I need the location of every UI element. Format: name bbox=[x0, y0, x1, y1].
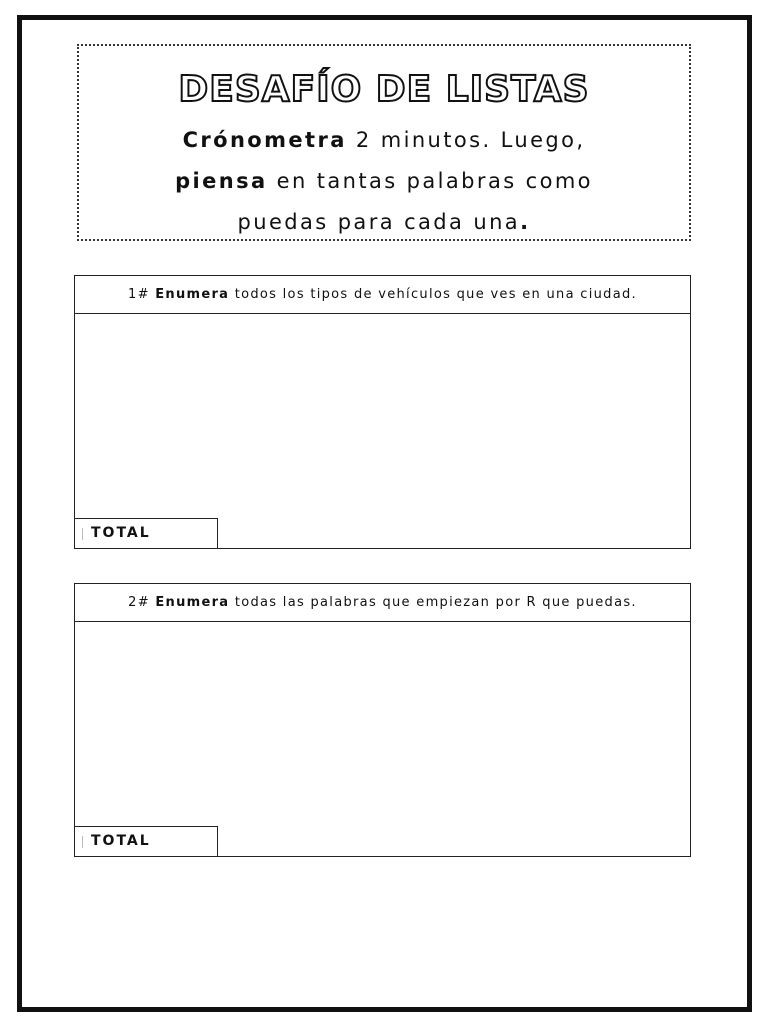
task-text: todos los tipos de vehículos que ves en una ciudad. bbox=[234, 287, 637, 302]
instruction-text-3: puedas para cada una bbox=[237, 210, 521, 234]
instruction-text-2: en tantas palabras como bbox=[267, 169, 593, 193]
challenge-header bbox=[77, 44, 691, 241]
total-field-2[interactable] bbox=[75, 826, 218, 856]
total-label: TOTAL bbox=[91, 525, 151, 541]
answer-area-2[interactable] bbox=[75, 622, 690, 856]
instruction-bold-time: Crónometra bbox=[182, 128, 347, 152]
task-number: 2# bbox=[128, 595, 150, 610]
task-prompt-1 bbox=[75, 276, 690, 314]
task-verb: Enumera bbox=[155, 287, 230, 302]
task-prompt-2 bbox=[75, 584, 690, 622]
task-box-1 bbox=[74, 275, 691, 549]
total-label: TOTAL bbox=[91, 833, 151, 849]
instruction-text-1: 2 minutos. Luego, bbox=[346, 128, 586, 152]
task-text: todas las palabras que empiezan por R que puedas. bbox=[234, 595, 637, 610]
page-title: DESAFÍO DE LISTAS bbox=[178, 69, 590, 110]
task-box-2 bbox=[74, 583, 691, 857]
cursor-mark bbox=[82, 836, 83, 848]
answer-area-1[interactable] bbox=[75, 314, 690, 548]
instructions bbox=[104, 120, 664, 243]
cursor-mark bbox=[82, 528, 83, 540]
task-verb: Enumera bbox=[155, 595, 230, 610]
total-field-1[interactable] bbox=[75, 518, 218, 548]
instruction-period: . bbox=[520, 210, 531, 234]
instruction-bold-think: piensa bbox=[175, 169, 268, 193]
task-number: 1# bbox=[128, 287, 150, 302]
